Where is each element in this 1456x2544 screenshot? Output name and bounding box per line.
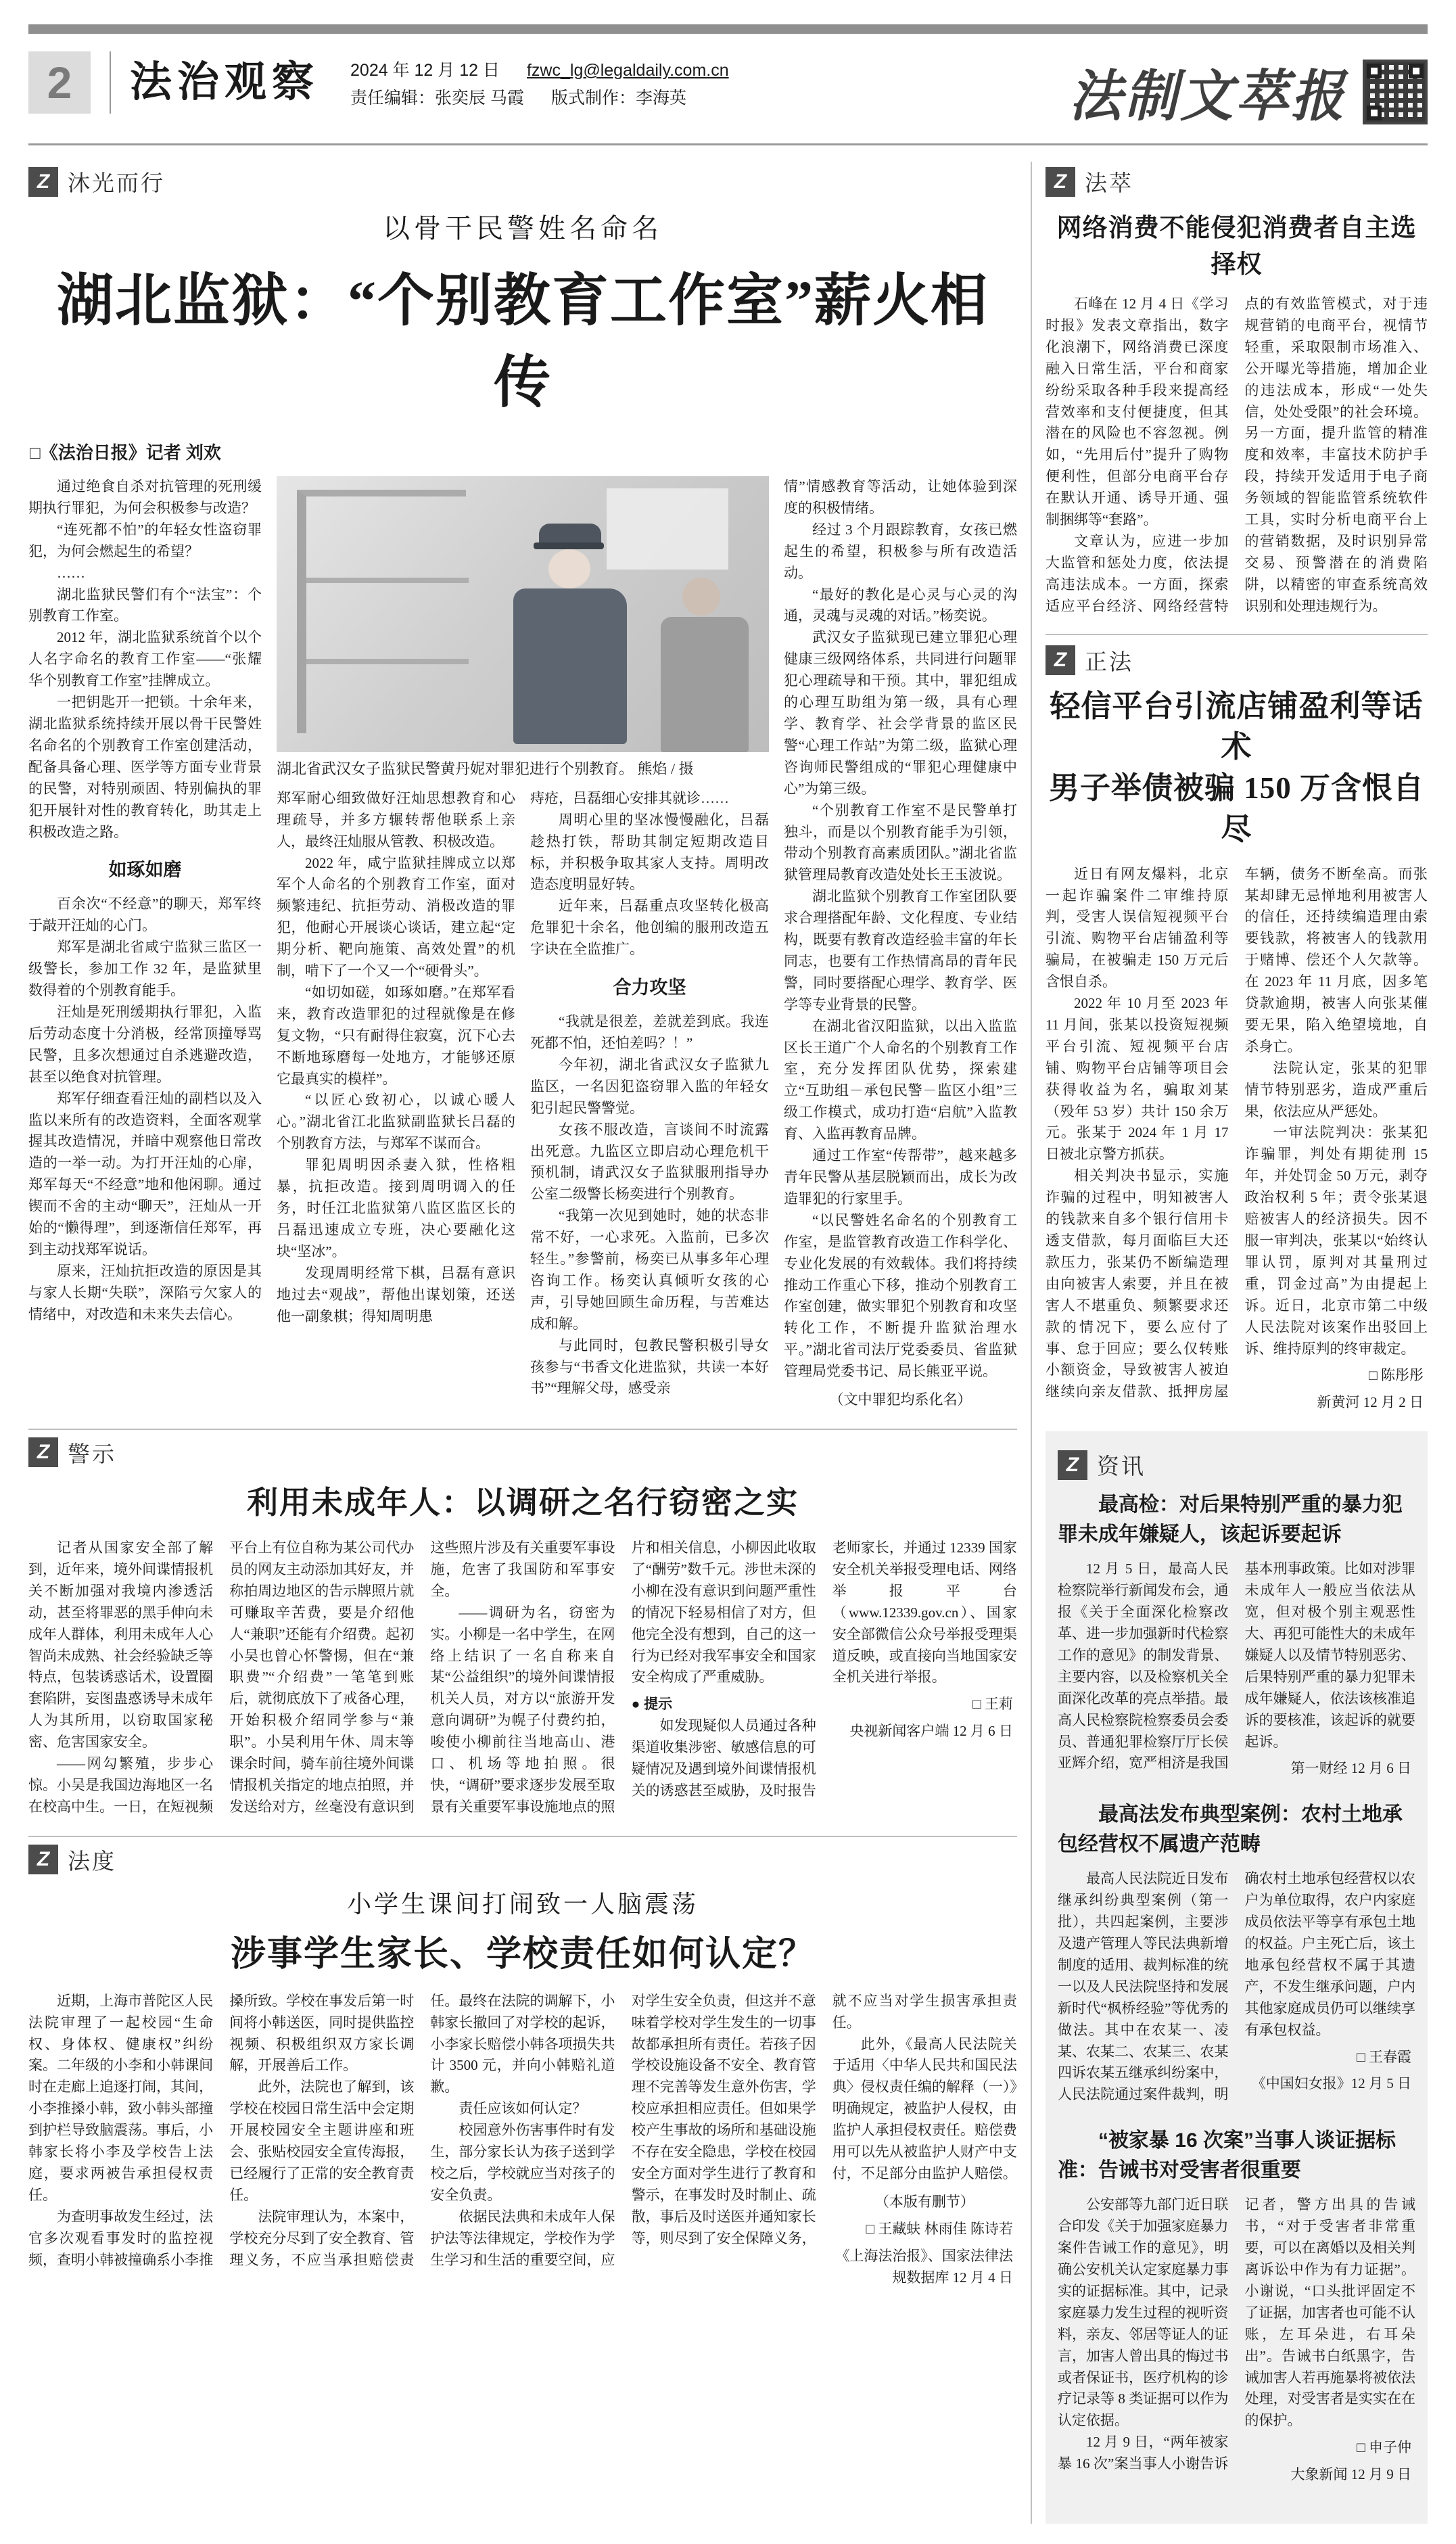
section-rule — [28, 1836, 1017, 1837]
page-section-title: 法治观察 — [130, 59, 320, 106]
news-item — [1058, 2126, 1415, 2486]
attribution: □ 王藏蚨 林雨佳 陈诗若 — [866, 2220, 1013, 2237]
paragraph: 郑军仔细查看汪灿的副档以及入监以来所有的改造资料，全面客观掌握其改造情况，并暗中观察他日常改造的一举一动。为打开汪灿的心扉，郑军每天“不经意”地和他闲聊。通过锲而不舍的主动“聊天”，汪灿从一开始的“懒得理”，到逐渐信任郑军，再到主动找郑军说话。 — [28, 1090, 262, 1257]
article-photo — [277, 476, 769, 752]
paragraph: 罪犯周明因杀妻入狱，性格粗暴，抗拒改造。接到周明调入的任务，时任江北监狱第八监区监区长的吕磊迅速成立专班，决心要融化这块“坚冰”。 — [277, 1157, 515, 1259]
section-tag-label: 法度 — [68, 1848, 116, 1874]
article-column-1 — [28, 476, 262, 1411]
paragraph: 周明心里的坚冰慢慢融化，吕磊趁热打铁，帮助其制定短期改造目标，并积极争取其家人支持。周明改造态度明显好转。 — [530, 811, 769, 893]
paragraph: 汪灿是死刑缓期执行罪犯，入监后劳动态度十分消极，经常顶撞辱骂民警，且多次想通过自杀逃避改造，甚至以绝食对抗管理。 — [28, 1003, 262, 1085]
layout-credit: 版式制作：李海英 — [550, 89, 686, 108]
paragraph: 武汉女子监狱现已建立罪犯心理健康三级网络体系，共同进行问题罪犯心理疏导和干预。其中，罪犯组成的心理互助组为第一级，具有心理学、教育学、社会学背景的监区民警“心理工作站”为第二级，监狱心理咨询师民警组成的“罪犯心理健康中心”为第三级。 — [784, 629, 1017, 797]
paragraph: 依据民法典和未成年人保护法等法律规定，学校作为学生学习和生活的重要空间，应对学生安全负责，但这并不意味着学校对学生发生的一切事故都承担所有责任。若孩子因学校设施设备不安全、教育管理不完善等发生意外伤害，学校应承担相应责任。但如果学校产生事故的场所和基础设施不存在安全隐患，学校在校园安全方面对学生进行了教育和警示，在事发时及时制止、疏散，事后及时送医并通知家长等，则尽到了安全保障义务，就不应当对学生损害承担责任。 — [430, 1992, 1017, 2268]
paragraph: 近年来，吕磊重点攻坚转化极高危罪犯十余名，他创编的服刑改造五字诀在全监推广。 — [530, 898, 769, 958]
paragraph: 法院审理认为，本案中，学校充分尽到了安全教育、管理义务，不应当承担赔偿责任。最终在法院的调解下，小韩家长撤回了对学校的起诉，小李家长赔偿小韩各项损失共计 3500 元，并向小韩赔礼道歉。 — [229, 1992, 615, 2268]
paragraph: “如切如磋，如琢如磨。”在郑军看来，教育改造罪犯的过程就像是在修复文物，“只有耐得住寂寞，沉下心去不断地琢磨每一处地方，才能够还原它最真实的模样”。 — [277, 984, 515, 1087]
article-column-4 — [784, 476, 1017, 1411]
paragraph: 与此同时，包教民警积极引导女孩参与“书香文化进监狱，共读一本好书”“理解父母，感受亲 — [530, 1337, 769, 1397]
paragraph: 在湖北省汉阳监狱，以出入监监区长王道广个人命名的个别教育工作室，充分发挥团队优势，探索建立“互助组－承包民警－监区小组”三级工作模式，成功打造“启航”入监教育、入监再教育品牌。 — [784, 1017, 1017, 1142]
paragraph: 公安部等九部门近日联合印发《关于加强家庭暴力案件告诫工作的意见》，明确公安机关认定家庭暴力事实的证据标准。其中，记录家庭暴力发生过程的视听资料，亲友、邻居等证人的证言，加害人曾出具的悔过书或者保证书，医疗机构的诊疗记录等 8 类证据可以作为认定依据。 — [1057, 2196, 1229, 2429]
news-item-body — [1058, 1868, 1415, 2106]
attribution: □ 陈彤彤 — [1369, 1367, 1424, 1384]
attribution: 第一财经 12 月 6 日 — [1290, 1760, 1411, 1777]
section-tag-label: 正法 — [1084, 649, 1133, 674]
top-divider-bar — [28, 24, 1428, 34]
paragraph: 一把钥匙开一把锁。十余年来，湖北监狱系统持续开展以骨干民警姓名命名的个别教育工作室创建活动，配备具备心理、医学等方面专业背景的民警，对特别顽固、特别偏执的罪犯开展针对性的教育转化，助其走上积极改造之路。 — [28, 694, 262, 840]
paragraph: 近日有网友爆料，北京一起诈骗案件二审维持原判，受害人误信短视频平台引流、购物平台店铺盈利等骗局，在被骗走 150 万元后含恨自杀。 — [1045, 865, 1229, 990]
jingshi-article-body — [28, 1537, 1017, 1818]
attribution: □ 王莉 — [972, 1696, 1013, 1713]
z-logo-icon: Z — [28, 167, 58, 197]
paragraph: ——网勾繁殖，步步心惊。小吴是我国边海地区一名在校高中生。一日，在短视频平台上有位自称为某公司代办员的网友主动添加其好友，并称拍周边地区的告示牌照片就可赚取辛苦费，要是介绍他人“兼职”还能有介绍费。起初小吴也曾心怀警惕，但在“兼职费”“介绍费”一笔笔到账后，就彻底放下了戒备心理，开始积极介绍同学参与“兼职”。小吴利用午休、周末等课余时间，骑车前往境外间谍情报机关指定的地点拍照，并发送给对方，丝毫没有意识到这些照片涉及有关重要军事设施，危害了我国防和军事安全。 — [28, 1539, 615, 1815]
editors-credit: 责任编辑：张奕辰 马霞 — [350, 89, 524, 108]
page-number: 2 — [28, 51, 91, 114]
paragraph: 女孩不服改造，言谈间不时流露出死意。九监区立即启动心理危机干预机制，请武汉女子监狱服刑指导办公室二级警长杨奕进行个别教育。 — [530, 1121, 769, 1203]
paragraph: 记者从国家安全部了解到，近年来，境外间谍情报机关不断加强对我境内渗透活动，甚至将罪恶的黑手伸向未成年人群体，利用未成年人心智尚未成熟、社会经验缺乏等特点，包装诱惑话术，设置圈套陷阱，妄图蛊惑诱导未成年人为其所用，以窃取国家秘密、危害国家安全。 — [28, 1539, 214, 1751]
section-tag-facui — [1046, 166, 1428, 198]
paragraph: “我就是很差，差就差到底。我连死都不怕，还怕差吗？！” — [530, 1013, 769, 1051]
paragraph: “我第一次见到她时，她的状态非常不好，一心求死。入监前，已多次轻生。”参警前，杨奕已从事多年心理咨询工作。杨奕认真倾听女孩的心声，引导她回顾生命历程，与苦难达成和解。 — [530, 1207, 769, 1332]
paragraph: “以民警姓名命名的个别教育工作室，是监管教育改造工作科学化、专业化发展的有效载体。我们将持续推动工作重心下移，推动个别教育工作室创建，做实罪犯个别教育和攻坚转化工作，不断提升监狱治理水平。”湖北省司法厅党委委员、省监狱管理局党委书记、局长熊亚平说。 — [784, 1211, 1017, 1380]
main-headline: 湖北监狱：“个别教育工作室”薪火相传 — [56, 270, 989, 415]
zhengfa-headline — [1046, 686, 1428, 850]
main-column-area — [28, 162, 1017, 2524]
photo-officer-figure — [500, 524, 635, 752]
paragraph: 12 月 5 日，最高人民检察院举行新闻发布会，通报《关于全面深化检察改革、进一步加强新时代检察工作的意见》的制发背景、主要内容，以及检察机关全面深化改革的亮点举措。最高人民检察院检察委员会委员、普通犯罪检察厅厅长侯亚辉介绍，宽严相济是我国基本刑事政策。比如对涉罪未成年人一般应当依法从宽，但对极个别主观恶性大、再犯可能性大的未成年嫌疑人以及情节特别恶劣、后果特别严重的暴力犯罪未成年嫌疑人，依法该核准追诉的要核准，该起诉的就要起诉。 — [1057, 1560, 1415, 1772]
paragraph: 原来，汪灿抗拒改造的原因是其与家人长期“失联”，深陷亏欠家人的情绪中，对改造和未来失去信心。 — [28, 1262, 262, 1322]
paragraph: 痔疮，吕磊细心安排其就诊…… — [530, 789, 729, 806]
paragraph: 相关判决书显示，实施诈骗的过程中，明知被害人的钱款来自多个银行信用卡透支借款，每月面临巨大还款压力，张某仍不断编造理由向被害人索要，并且在被害人不堪重负、频繁要求还款的情况下，要么应付了事、怠于回应；要么仅转账小额资金，导致被害人被迫继续向亲友借款、抵押房屋车辆，债务不断垒高。而张某却肆无忌惮地利用被害人的信任，还持续编造理由索要钱款，将被害人的钱款用于赌博、偿还个人欠款等。在 2023 年 11 月底，因多笔贷款逾期，被害人向张某催要无果，陷入绝望境地，自杀身亡。 — [1045, 865, 1428, 1400]
paragraph: 法院认定，张某的犯罪情节特别恶劣，造成严重后果，依法应从严惩处。 — [1244, 1059, 1428, 1119]
attribution: □ 申子仲 — [1357, 2439, 1411, 2456]
news-item-title: “被家暴 16 次案”当事人谈证据标准：告诫书对受害者很重要 — [1057, 2129, 1396, 2181]
news-item — [1058, 1490, 1415, 1780]
paragraph: 百余次“不经意”的聊天，郑军终于敲开汪灿的心门。 — [28, 896, 262, 934]
paragraph: 责任应该如何认定？ — [459, 2100, 587, 2117]
paragraph: 文章认为，应进一步加大监管和惩处力度，依法提高违法成本。一方面，探索适应平台经济、网络经营特点的有效监管模式，对于违规营销的电商平台，视情节轻重，采取限制市场准入、公开曝光等措施，增加企业的违法成本，形成“一处失信，处处受限”的社会环境。另一方面，提升监管的精准度和效率，丰富技术防护手段，持续开发适用于电子商务领域的智能监管系统软件工具，实时分析电商平台上的营销数据，及时识别异常交易、预警潜在的消费陷阱，以精密的审查系统高效识别和处理违规行为。 — [1045, 296, 1428, 614]
article-kicker: 以骨干民警姓名命名 — [383, 213, 663, 244]
article-column-3 — [530, 788, 769, 1400]
paragraph: “连死都不怕”的年轻女性盗窃罪犯，为何会燃起生的希望？ — [28, 521, 262, 559]
issue-date: 2024 年 12 月 12 日 — [350, 61, 500, 80]
paragraph: ● 提示 — [631, 1696, 673, 1713]
qr-code-icon — [1363, 60, 1428, 124]
attribution: 《上海法治报》、国家法律法规数据库 12 月 4 日 — [835, 2247, 1013, 2286]
paragraph: 经过 3 个月跟踪教育，女孩已燃起生的希望，积极参与所有改造活动。 — [784, 521, 1017, 581]
paragraph: 发现周明经常下棋，吕磊有意识地过去“观战”，帮他出谋划策，还送他一副象棋；得知周明患 — [277, 1264, 515, 1324]
paragraph: 12 月 9 日，“两年被家暴 16 次”案当事人小谢告诉记者，警方出具的告诫书，“对于受害者非常重要，可以在离婚以及相关判离诉讼中作为有力证据”。小谢说，“口头批评固定不了证据，加害者也可能不认账，左耳朵进，右耳朵出”。告诫书白纸黑字，告诫加害人若再施暴将被依法处理，对受害者是实实在在的保护。 — [1057, 2196, 1415, 2472]
paragraph: 2022 年，咸宁监狱挂牌成立以郑军个人命名的个别教育工作室，面对频繁违纪、抗拒劳动、消极改造的罪犯，他耐心开展谈心谈话，建立起“定期分析、靶向施策、高效处置”的机制，啃下了一个又一个“硬骨头”。 — [277, 854, 515, 979]
newspaper-masthead: 法制文萃报 — [1068, 64, 1346, 129]
page-header — [28, 51, 1428, 130]
zhengfa-headline-line1: 轻信平台引流店铺盈利等话术 — [1050, 689, 1424, 764]
header-rule — [28, 143, 1428, 145]
paragraph: 郑军耐心细致做好汪灿思想教育和心理疏导，并多方辗转帮他联系上亲人，最终汪灿服从管教、积极改造。 — [277, 789, 515, 850]
paragraph: 2012 年，湖北监狱系统首个以个人名字命名的教育工作室——“张耀华个别教育工作室”挂牌成立。 — [28, 629, 262, 689]
photo-inmate-figure — [655, 578, 757, 752]
z-logo-icon: Z — [28, 1845, 58, 1874]
main-article-body — [28, 476, 1017, 1411]
facui-article-body — [1046, 294, 1428, 618]
paragraph: 近期，上海市普陀区人民法院审理了一起校园“生命权、身体权、健康权”纠纷案。二年级的小李和小韩课间时在走廊上追逐打闹，其间，小李推搡小韩，致小韩头部撞到护栏导致脑震荡。事后，小韩家长将小李及学校告上法庭，要求两被告承担侵权责任。 — [28, 1992, 214, 2203]
z-logo-icon: Z — [1046, 645, 1075, 675]
paragraph: 郑军是湖北省咸宁监狱三监区一级警长，参加工作 32 年，是监狱里数得着的个别教育能手。 — [28, 939, 262, 999]
paragraph: 石峰在 12 月 4 日《学习时报》发表文章指出，数字化浪潮下，网络消费已深度融入日常生活，平台和商家纷纷采取各种手段来提高经营效率和支付便捷度，但其潜在的风险也不容忽视。例如，“先用后付”提升了购物便利性，但部分电商平台存在默认开通、诱导开通、强制捆绑等“套路”。 — [1045, 296, 1229, 528]
attribution: 大象新闻 12 月 9 日 — [1290, 2466, 1411, 2483]
paragraph: （文中罪犯均系化名） — [829, 1391, 972, 1408]
article-byline: □《法治日报》记者 刘欢 — [30, 442, 221, 463]
attribution: 《中国妇女报》12 月 5 日 — [1251, 2075, 1411, 2092]
jingshi-headline: 利用未成年人：以调研之名行窃密之实 — [247, 1485, 799, 1520]
main-side-divider — [1031, 162, 1032, 2524]
paragraph: 湖北监狱民警们有个“法宝”：个别教育工作室。 — [28, 586, 262, 624]
attribution: □ 王春霞 — [1357, 2048, 1411, 2065]
paragraph: …… — [57, 564, 85, 581]
fadu-article-body — [28, 1991, 1017, 2289]
section-rule — [28, 1429, 1017, 1430]
paragraph: 今年初，湖北省武汉女子监狱九监区，一名因犯盗窃罪入监的年轻女犯引起民警警觉。 — [530, 1056, 769, 1116]
facui-headline: 网络消费不能侵犯消费者自主选择权 — [1056, 214, 1417, 279]
fadu-headline: 涉事学生家长、学校责任如何认定？ — [230, 1935, 815, 1974]
paragraph: 一审法院判决：张某犯诈骗罪，判处有期徒刑 15 年，并处罚金 50 万元，剥夺政治权利 5 年；责令张某退赔被害人的经济损失。因不服一审判决，张某以“始终认罪认罚，原判对其量刑过重，罚金过高”为由提起上诉。近日，北京市第二中级人民法院对该案作出驳回上诉、维持原判的终审裁定。 — [1244, 1124, 1428, 1357]
paragraph: 如发现疑似人员通过各种渠道收集涉密、敏感信息的可疑情况及遇到境外间谍情报机关的诱惑甚至威胁，及时报告老师家长，并通过 12339 国家安全机关举报受理电话、网络举报平台（www.12339.gov.cn）、国家安全部微信公众号举报受理渠道反映，或直接向当地国家安全机关进行举报。 — [631, 1539, 1017, 1799]
z-logo-icon: Z — [28, 1437, 58, 1467]
news-item-title: 最高法发布典型案例：农村土地承包经营权不属遗产范畴 — [1057, 1803, 1403, 1855]
article-middle-block — [277, 476, 769, 1411]
section-tag-label: 资讯 — [1096, 1454, 1146, 1479]
photo-caption: 湖北省武汉女子监狱民警黄丹妮对罪犯进行个别教育。 熊焰 / 摄 — [277, 760, 694, 777]
section-tag-muguang — [28, 166, 1017, 198]
paragraph: 通过绝食自杀对抗管理的死刑缓期执行罪犯，为何会积极参与改造？ — [28, 478, 262, 516]
header-meta — [350, 51, 729, 113]
fadu-kicker: 小学生课间打闹致一人脑震荡 — [346, 1890, 699, 1918]
news-item-title: 最高检：对后果特别严重的暴力犯罪未成年嫌疑人，该起诉要起诉 — [1057, 1494, 1403, 1546]
paragraph: 湖北监狱个别教育工作室团队要求合理搭配年龄、文化程度、专业结构，既要有教育改造经验丰富的年长同志，也要有工作热情高昂的青年民警，同时要搭配心理学、教育学、医学等专业背景的民警。 — [784, 888, 1017, 1013]
paragraph: 2022 年 10 月至 2023 年 11 月间，张某以投资短视频平台引流、短视频平台店铺、购物平台店铺等项目会获得收益为名，骗取刘某（殁年 53 岁）共计 150 余万元。张某于 2024 年 1 月 17 日被北京警方抓获。 — [1045, 995, 1229, 1163]
section-tag-fadu — [28, 1844, 1017, 1876]
section-tag-zixun — [1058, 1449, 1415, 1481]
zixun-panel — [1046, 1431, 1428, 2524]
paragraph: 为查明事故发生经过，法官多次观看事发时的监控视频，查明小韩被撞确系小李推搡所致。学校在事发后第一时间将小韩送医，同时提供监控视频、积极组织双方家长调解，开展善后工作。 — [28, 1992, 415, 2268]
news-item-body — [1058, 1558, 1415, 1780]
news-item-body — [1058, 2194, 1415, 2486]
paragraph: 此外，法院也了解到，该学校在校园日常生活中会定期开展校园安全主题讲座和班会、张贴校园安全宣传海报，已经履行了正常的安全教育责任。 — [229, 2079, 415, 2203]
attribution: 央视新闻客户端 12 月 6 日 — [849, 1723, 1013, 1740]
paragraph: 最高人民法院近日发布继承纠纷典型案例（第一批），共四起案例，主要涉及遗产管理人等民法典新增制度的适用、裁判标准的统一以及人民法院坚持和发展新时代“枫桥经验”等优秀的做法。其中在农某一、凌某、农某二、农某三、农某四诉农某五继承纠纷案中，人民法院通过案件裁判，明确农村土地承包经营权以农户为单位取得，农户内家庭成员依法平等享有承包土地的权益。户主死亡后，该土地承包经营权不属于其遗产，不发生继承问题，户内其他家庭成员仍可以继续享有承包权益。 — [1057, 1870, 1415, 2103]
paragraph: “个别教育工作室不是民警单打独斗，而是以个别教育能手为引领，带动个别教育高素质团队。”湖北省监狱管理局教育改造处处长王玉波说。 — [784, 802, 1017, 883]
paragraph: 情”情感教育等活动，让她体验到深度的积极情绪。 — [784, 478, 1017, 516]
paragraph: 此外，《最高人民法院关于适用〈中华人民共和国民法典〉侵权责任编的解释（一）》明确规定，被监护人侵权，由监护人承担侵权责任。赔偿费用可以先从被监护人财产中支付，不足部分由监护人赔偿。 — [832, 2035, 1017, 2181]
subheading: 如琢如磨 — [108, 860, 182, 881]
subheading: 合力攻坚 — [613, 977, 686, 998]
header-divider — [110, 51, 111, 114]
sidebar-area — [1046, 162, 1428, 2524]
section-tag-zhengfa — [1046, 645, 1428, 676]
paragraph: 通过工作室“传帮带”，越来越多青年民警从基层脱颖而出，成长为改造罪犯的行家里手。 — [784, 1147, 1017, 1207]
paragraph: “以匠心致初心，以诚心暖人心。”湖北省江北监狱副监狱长吕磊的个别教育方法，与郑军不谋而合。 — [277, 1092, 515, 1152]
paragraph: （本版有删节） — [874, 2193, 974, 2210]
section-tag-label: 沐光而行 — [68, 170, 165, 195]
z-logo-icon: Z — [1046, 167, 1075, 197]
news-item — [1058, 1800, 1415, 2106]
contact-email-link[interactable]: fzwc_lg@legaldaily.com.cn — [526, 61, 729, 80]
paragraph: 校园意外伤害事件时有发生，部分家长认为孩子送到学校之后，学校就应当对孩子的安全负责。 — [430, 2122, 615, 2203]
section-tag-jingshi — [28, 1437, 1017, 1468]
section-rule — [1046, 634, 1428, 635]
article-column-2 — [277, 788, 515, 1400]
header-right — [1069, 51, 1428, 130]
zhengfa-article-body — [1046, 864, 1428, 1414]
paragraph: “最好的教化是心灵与心灵的沟通，灵魂与灵魂的对话。”杨奕说。 — [784, 586, 1017, 624]
paragraph: ——调研为名，窃密为实。小柳是一名中学生，在网络上结识了一名自称来自某“公益组织”的境外间谍情报机关人员，对方以“旅游开发意向调研”为幌子付费约拍，唆使小柳前往当地高山、港口、机场等地拍照。很快，“调研”要求逐步发展至取景有关重要军事设施地点的照片和相关信息，小柳因此收取了“酬劳”数千元。涉世未深的小柳在没有意识到问题严重性的情况下轻易相信了对方，但他完全没有想到，自己的这一行为已经对我军事安全和国家安全构成了严重威胁。 — [430, 1539, 816, 1815]
section-tag-label: 警示 — [68, 1441, 116, 1466]
section-tag-label: 法萃 — [1084, 170, 1133, 195]
zhengfa-headline-line2: 男子举债被骗 150 万含恨自尽 — [1048, 771, 1424, 846]
attribution: 新黄河 12 月 2 日 — [1317, 1394, 1424, 1411]
z-logo-icon: Z — [1058, 1450, 1087, 1480]
photo-bunk-bed — [297, 490, 466, 733]
